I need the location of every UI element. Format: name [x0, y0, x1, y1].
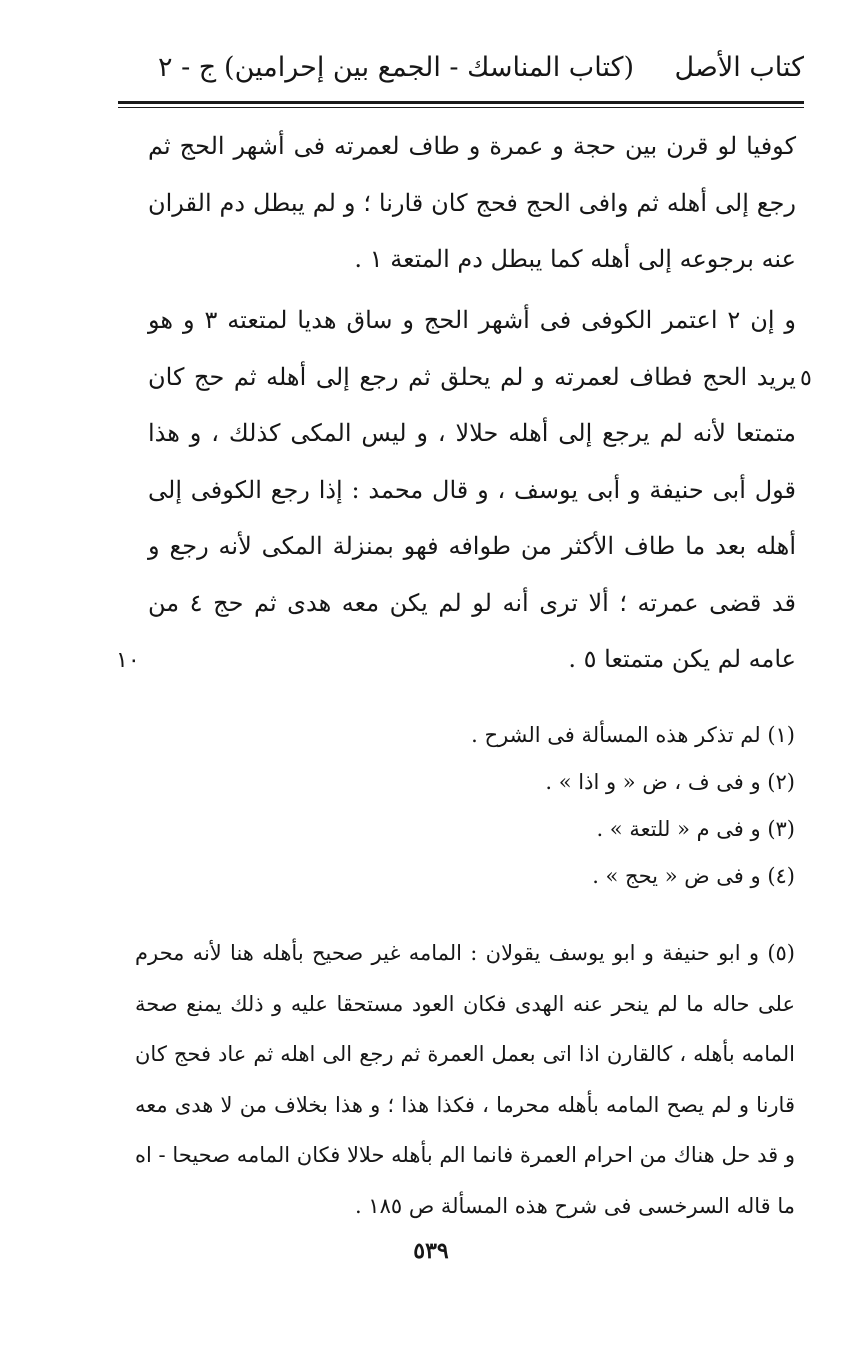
book-title: كتاب الأصل [674, 52, 804, 83]
header-rule-thin [118, 107, 804, 108]
footnote-4: (٤) و فى ض « يحج » . [592, 864, 795, 888]
footnote-5: (٥) و ابو حنيفة و ابو يوسف يقولان : المامه غير صحيح بأهله هنا لأنه محرم على حاله ما لم ينحر عنه الهدى فكان العود مستحقا عليه و ذلك يمنع صحة المامه بأهله ، كالقارن اذا اتى بعمل العمرة ثم رجع الى اهله ثم عاد فحج كان قارنا و لم يصح المامه بأهله محرما ، فكذا هذا ؛ و هذا بخلاف من لا هدى معه و قد حل هناك من احرام العمرة فانما الم بأهله حلالا فكان المامه صحيحا - اه ما قاله السرخسى فى شرح هذه المسألة ص ١٨٥ . [135, 941, 795, 1218]
header-rule-thick [118, 101, 804, 104]
footnote-1: (١) لم تذكر هذه المسألة فى الشرح . [471, 723, 795, 747]
footnote-2: (٢) و فى ف ، ض « و اذا » . [545, 770, 795, 794]
footnotes-short [135, 712, 795, 900]
footnotes-long [135, 928, 795, 1232]
main-text-block-1 [148, 118, 796, 288]
footnote-3: (٣) و فى م « للتعة » . [596, 817, 795, 841]
volume-label: ج - ٢ [158, 52, 217, 83]
paragraph-1: كوفيا لو قرن بين حجة و عمرة و طاف لعمرته فى أشهر الحج ثم رجع إلى أهله ثم وافى الحج فحج كان قارنا ؛ و لم يبطل دم القران عنه برجوعه إلى أهله كما يبطل دم المتعة ١ . [148, 132, 796, 273]
line-number-5: ٥ [800, 366, 812, 391]
paragraph-2: و إن ٢ اعتمر الكوفى فى أشهر الحج و ساق هديا لمتعته ٣ و هو يريد الحج فطاف لعمرته و لم يحلق ثم رجع إلى أهله ثم حج كان متمتعا لأنه لم يرجع إلى أهله حلالا ، و ليس المكى كذلك ، و هذا قول أبى حنيفة و أبى يوسف ، و قال محمد : إذا رجع الكوفى إلى أهله بعد ما طاف الأكثر من طوافه فهو بمنزلة المكى لأنه رجع و قد قضى عمرته ؛ ألا ترى أنه لو لم يكن معه هدى ثم حج ٤ من عامه لم يكن متمتعا ٥ . [148, 306, 797, 673]
running-header [118, 52, 804, 96]
section-title: (كتاب المناسك - الجمع بين إحرامين) [224, 52, 634, 83]
line-number-10: ١٠ [116, 648, 140, 673]
main-text-block-2 [148, 292, 796, 688]
page-number: ٥٣٩ [413, 1238, 449, 1264]
